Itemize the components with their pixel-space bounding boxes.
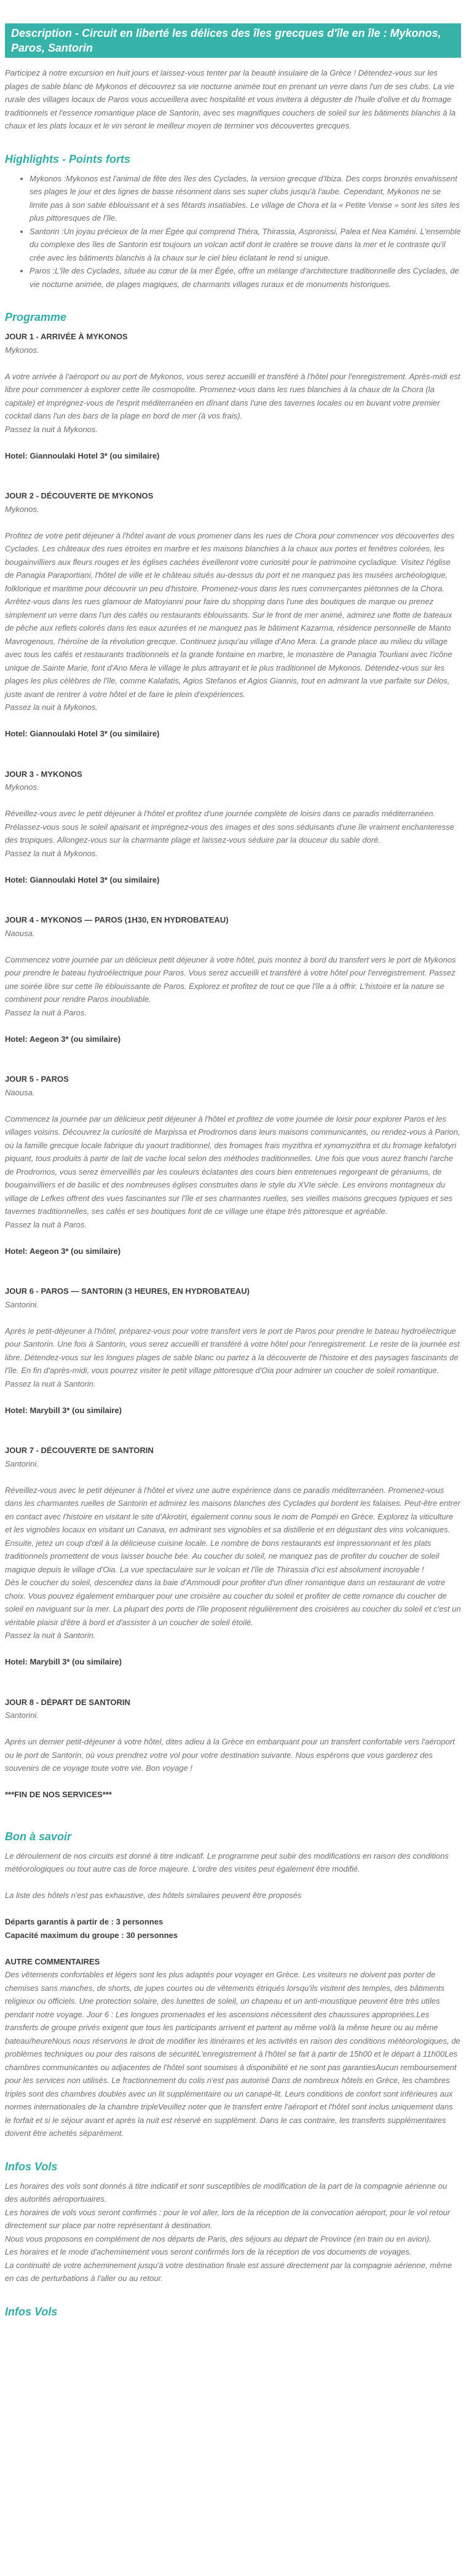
end-of-services-note: ***FIN DE NOS SERVICES*** (5, 1790, 112, 1799)
flight-info-heading: Infos Vols (5, 2160, 58, 2173)
day-title: JOUR 3 - MYKONOS (5, 769, 82, 779)
day-3 (5, 768, 461, 887)
day-location: Naousa. (5, 1087, 35, 1097)
day-hotel: Hotel: Marybill 3* (ou similaire) (5, 1405, 122, 1415)
day-hotel: Hotel: Aegeon 3* (ou similaire) (5, 1034, 121, 1044)
day-4 (5, 913, 461, 1046)
day-6 (5, 1285, 461, 1417)
good-to-know-heading: Bon à savoir (5, 1830, 72, 1843)
highlights-list (5, 172, 461, 291)
highlight-item-santorin: • Santorin :Un joyau précieux de la mer Égée qui comprend Théra, Thirassia, Aspronissi, Palea et Nea Kaméni. L'ensemble du complexe des îles de Santorin est toujours un volcan actif dont le cratère se trouve dans la mer et le contraste qu'il crée avec les bâtiments blanchis à la chaux sur le ciel bleu éclatant le rend si unique. (30, 225, 461, 265)
day-overnight: Passez la nuit à Mykonos. (5, 424, 98, 434)
day-location: Mykonos. (5, 504, 39, 514)
day-title: JOUR 4 - MYKONOS — PAROS (1H30, EN HYDROBATEAU) (5, 915, 229, 924)
day-hotel: Hotel: Aegeon 3* (ou similaire) (5, 1246, 121, 1256)
highlight-item-mykonos: • Mykonos :Mykonos est l'animal de fête des îles des Cyclades, la version grecque d'Ibiza. Des corps bronzés envahissent ses plages le jour et des lignes de basse résonnent dans ses super clubs jusqu'à l'aube. Cependant, Mykonos ne se limite pas à son sable éblouissant et à ses fêtards insatiables. Le village de Chora et la « Petite Venise » sont les sites les plus pittoresques de l'île. (30, 172, 461, 225)
flight-info-line: La continuité de votre acheminement jusqu'à votre destination finale est assuré directement par la compagnie aérienne, même en cas de perturbations à l'aller ou au retour. (5, 2260, 452, 2283)
day-overnight: Passez la nuit à Paros. (5, 1007, 87, 1017)
day-7 (5, 1444, 461, 1669)
day-overnight: Passez la nuit à Mykonos. (5, 703, 98, 712)
day-overnight: Passez la nuit à Santorin. (5, 1379, 96, 1388)
day-5 (5, 1073, 461, 1258)
day-1 (5, 330, 461, 462)
day-description: A votre arrivée à l'aéroport ou au port de Mykonos, vous serez accueilli et transféré à l'hôtel pour l'enregistrement. Après-midi est libre pour commencer à explorer cette île cosmopolite. Promenez-vous dans les rues blanchies à la chaux de la Chora (la capitale) et imprégnez-vous de l'esprit méditerranéen en dînant dans l'une des tavernes locales ou en buvant votre premier cocktail dans l'un des bars de la plage en bord de mer (à vos frais). (5, 371, 460, 420)
day-title: JOUR 7 - DÉCOUVERTE DE SANTORIN (5, 1446, 154, 1455)
comments-text: Des vêtements confortables et légers sont les plus adaptés pour voyager en Grèce. Les visiteurs ne doivent pas porter de chemises sans manches, de shorts, de jupes courtes ou de vêtements étriqués lorsqu'ils visitent des temples, des bâtiments religieux ou officiels. Une protection solaire, des lunettes de soleil, un chapeau et un anti-moustique peuvent être très utiles pendant notre voyage. Jour 6 : Les longues promenades et les ascensions nécessitent des chaussures appropriées.Les transferts de groupe privés exigent que tous les participants arrivent et partent au même vol/à la même heure ou au même bateau/heureNous nous réservons le droit de modifier les itinéraires et les activités en raison des conditions météorologiques, de problèmes techniques ou pour des raisons de sécuritéL'enregistrement à l'hôtel se fait à partir de 15h00 et le départ à 11h00Les chambres communicantes ou adjacentes de l'hôtel sont soumises à disponibilité et ne sont pas garantiesAucun remboursement pour les services non utilisés. Le fractionnement du colis n'est pas autorisé Dans de nombreux hôtels en Grèce, les chambres triples sont des chambres doubles avec un lit supplémentaire ou un canapé-lit. Leurs conditions de confort sont inférieures aux normes internationales de la chambre tripleVeuillez noter que le transfert entre l'aéroport et l'hôtel sont inclus uniquement dans le forfait et si le séjour avant et après la nuit est réservé en supplément. Dans le cas contraire, les transferts supplémentaires doivent être achetés séparément. (5, 1970, 460, 2138)
day-location: Mykonos. (5, 782, 39, 792)
day-description: Réveillez-vous avec le petit déjeuner à l'hôtel et vivez une autre expérience dans ce paradis méditerranéen. Promenez-vous dans les charmantes ruelles de Santorin et admirez les maisons blanches des Cyclades qui bordent les falaises. Peut-être entrer en contact avec l'histoire en visitant le site d'Akrotiri, également connu sous le nom de Pompéi en Grèce. Explorez la viticulture et les vignobles locaux en visitant un Canava, en admirant ses vignobles et sa distillerie et en dégustant des vins volcaniques. Ensuite, jetez un coup d'œil à la délicieuse cuisine locale. Le nombre de bons restaurants est impressionnant et les plats traditionnels promettent de vous laisser bouche bée. Au coucher du soleil, ne manquez pas de profiter du coucher de soleil magique depuis le village d'Oia. La vue spectaculaire sur le volcan et l'île de Thirassia d'ici est absolument incroyable ! (5, 1485, 460, 1574)
flight-info-heading-repeat: Infos Vols (5, 2305, 58, 2318)
day-description-continued: Dès le coucher du soleil, descendez dans la baie d'Ammoudi pour profiter d'un dîner romantique dans un restaurant de votre choix. Vous pouvez également embarquer pour une croisière au coucher du soleil et profiter de cette romance du coucher de soleil en naviguant sur la mer. La plupart des ports de l'île proposent régulièrement des croisières au coucher du soleil et c'est un véritable plaisir d'être à bord et d'assister à un coucher de soleil étoilé. (5, 1578, 461, 1627)
highlight-item-paros: • Paros :L'île des Cyclades, située au cœur de la mer Égée, offre un mélange d'architecture traditionnelle des Cyclades, de vie nocturne animée, de plages magiques, de charmants villages ruraux et de monuments historiques. (30, 264, 461, 291)
day-description: Après le petit-déjeuner à l'hôtel, préparez-vous pour votre transfert vers le port de Paros pour prendre le bateau hydroélectrique pour Santorin. Une fois à Santorin, vous serez accueilli et transféré à votre hôtel pour l'enregistrement. Le reste de la journée est libre. Détendez-vous sur les longues plages de sable blanc ou partez à la découverte de l'histoire et des paysages fascinants de l'île. En fin d'après-midi, vous pourrez visiter le petit village pittoresque d'Oia pour admirer un coucher de soleil romantique. (5, 1326, 460, 1375)
day-overnight: Passez la nuit à Mykonos. (5, 848, 98, 858)
day-location: Santorini. (5, 1459, 39, 1468)
max-capacity: Capacité maximum du groupe : 30 personnes (5, 1930, 178, 1940)
day-description: Après un dernier petit-déjeuner à votre hôtel, dites adieu à la Grèce en embarquant pour un transfert confortable vers l'aéroport ou le port de Santorin, où vous prendrez votre vol pour votre destination suivante. Nous espérons que vous garderez des souvenirs de ce voyage toute votre vie. Bon voyage ! (5, 1737, 455, 1773)
highlights-heading: Highlights - Points forts (5, 152, 130, 165)
day-hotel: Hotel: Giannoulaki Hotel 3* (ou similaire) (5, 451, 160, 460)
day-overnight: Passez la nuit à Santorin. (5, 1631, 96, 1640)
comments-title: AUTRE COMMENTAIRES (5, 1956, 100, 1966)
day-title: JOUR 1 - ARRIVÉE À MYKONOS (5, 332, 128, 341)
flight-info-line: Nous vous proposons en complément de nos départs de Paris, des séjours au départ de Province (en train ou en avion). (5, 2234, 432, 2243)
day-location: Mykonos. (5, 345, 39, 355)
day-location: Santorini. (5, 1299, 39, 1309)
flight-info-line: Les horaires des vols sont donnés à titre indicatif et sont susceptibles de modification de la part de la compagnie aérienne ou des autorités aéroportuaires. (5, 2181, 448, 2204)
day-title: JOUR 5 - PAROS (5, 1074, 69, 1084)
day-overnight: Passez la nuit à Paros. (5, 1219, 87, 1229)
day-description: Commencez votre journée par un délicieux petit déjeuner à votre hôtel, puis montez à bord du transfert vers le port de Mykonos pour prendre le bateau hydroélectrique pour Paros. Vous serez accueilli et transféré à votre hôtel pour l'enregistrement. Passez une soirée libre sur cette île éblouissante de Paros. Explorez et profitez de tout ce que l'île a à offrir. L'histoire et la nature se combinent pour rendre Paros inoubliable. (5, 955, 456, 1004)
day-8 (5, 1696, 461, 1802)
page-title: Description - Circuit en liberté les délices des îles grecques d'île en île : Mykonos, Paros, Santorin (5, 23, 461, 58)
day-title: JOUR 8 - DÉPART DE SANTORIN (5, 1697, 130, 1707)
day-description: Profitez de votre petit déjeuner à l'hôtel avant de vous promener dans les rues de Chora pour commencer vos découvertes des Cyclades. Les châteaux des rues étroites en marbre et les maisons blanchies à la chaux aux portes et fenêtres colorées, les bougainvilliers aux fleurs rouges et les églises cachées éveilleront votre curiosité pour le patrimoine cycladique. Visitez l'église de Panagia Paraportiani, l'hôtel de ville et le château situés au-dessus du port et ne manquez pas les musées archéologique, folklorique et maritime pour découvrir un peu d'histoire. Promenez-vous dans les rues commerçantes piétonnes de la Chora. Arrêtez-vous dans les rues glamour de Matoyianni pour faire du shopping dans l'une des boutiques de marque ou prenez simplement un verre dans l'un des cafés ou restaurants éblouissants. Sur le front de mer animé, admirez une flotte de bateaux de pêche aux reflets colorés dans les eaux azurées et ne manquez pas le bâtiment Kazarma, résidence personnelle de Manto Mavrogenous, l'héroïne de la révolution grecque. Continuez jusqu'au village d'Ano Mera. La grande place au milieu du village avec tous les cafés et restaurants traditionnels et la grande fontaine en marbre, le monastère de Panagia Tourliani avec l'icône unique de Sainte Marie, font d'Ano Mera le village le plus attrayant et le plus traditionnel de Mykonos. Détendez-vous sur les plages les plus célèbres de l'île, comme Kalafatis, Agios Stefanos et Agios Giannis, tout en admirant la vue parfaite sur Délos, juste avant de rentrer à votre hôtel et de faire le plein d'expériences. (5, 530, 454, 699)
flight-info-line: Les horaires de vols vous seront confirmés : pour le vol aller, lors de la réception de la convocation aéroport, pour le vol retour directement sur place par notre représentant à destination. (5, 2207, 451, 2230)
day-title: JOUR 6 - PAROS — SANTORIN (3 HEURES, EN HYDROBATEAU) (5, 1286, 250, 1296)
day-description: Réveillez-vous avec le petit déjeuner à l'hôtel et profitez d'une journée complète de loisirs dans ce paradis méditerranéen. Prélassez-vous sous le soleil apaisant et imprégnez-vous des images et des sons séduisants d'une île vraiment enchanteresse des tropiques. Allongez-vous sur la charmante plage et laissez-vous séduire par la douceur du sable doré. (5, 809, 454, 845)
itinerary-disclaimer: Le déroulement de nos circuits est donné à titre indicatif. Le programme peut subir des modifications en raison des conditions météorologiques ou tout autre cas de force majeure. L'ordre des visites peut également être modifié. (5, 1851, 449, 1873)
flight-info-section (5, 2159, 461, 2285)
flight-info-line: Les horaires et le mode d'acheminement vous seront confirmés lors de la réception de vos documents de voyages. (5, 2247, 412, 2256)
min-departure: Départs garantis à partir de : 3 personnes (5, 1917, 164, 1926)
day-location: Santorini. (5, 1711, 39, 1720)
day-2 (5, 489, 461, 741)
day-location: Naousa. (5, 928, 35, 938)
day-description: Commencez la journée par un délicieux petit déjeuner à l'hôtel et profitez de votre journée de loisir pour explorer Paros et les villages voisins. Découvrez la curiosité de Marpissa et Prodromos dans leurs maisons communicantes, ou rendez-vous à Parion, où la famille grecque locale fabrique du yaourt traditionnel, des fromages frais myzithra et xynomyzithra et du fromage kefalotyri piquant, tous produits à partir de lait de vache local selon des méthodes traditionnelles. Une fois que vous aurez franchi l'arche de Prodromos, vous serez émerveillés par les couleurs éclatantes des cours bien entretenues regorgeant de géraniums, de bougainvilliers et de basilic et des nombreuses églises construites dans le style du XVIe siècle. Les environs montagneux du village de Lefkes offrent des vues fascinantes sur l'île et ses charmantes ruelles, ses vieilles maisons grecques typiques et ses tavernes traditionnelles, ses cafés et ses boutiques font de ce village une étape très pittoresque et agréable. (5, 1114, 460, 1216)
day-hotel: Hotel: Marybill 3* (ou similaire) (5, 1657, 122, 1666)
good-to-know-section (5, 1829, 461, 2140)
intro-paragraph: Participez à notre excursion en huit jours et laissez-vous tenter par la beauté insulaire de la Grèce ! Détendez-vous sur les plages de sable blanc de Mykonos et découvrez sa vie nocturne animée tout en prenant un verre dans l'un de ses clubs. La vie rurale des villages locaux de Paros vous accueillera avec hospitalité et vous invitera à déguster de l'huile d'olive et du fromage traditionnels et l'essence romantique place de Santorin, avec ses magnifiques couchers de soleil sur les bâtiments blanchis à la chaux et les plats locaux et le vin seront le meilleur moyen de terminer vos découvertes grecques. (5, 68, 456, 130)
programme-heading: Programme (5, 311, 67, 323)
hotels-note: La liste des hôtels n'est pas exhaustive, des hôtels similaires peuvent être proposés (5, 1891, 302, 1900)
day-title: JOUR 2 - DÉCOUVERTE DE MYKONOS (5, 491, 154, 500)
day-hotel: Hotel: Giannoulaki Hotel 3* (ou similaire) (5, 729, 160, 738)
day-hotel: Hotel: Giannoulaki Hotel 3* (ou similaire) (5, 875, 160, 884)
